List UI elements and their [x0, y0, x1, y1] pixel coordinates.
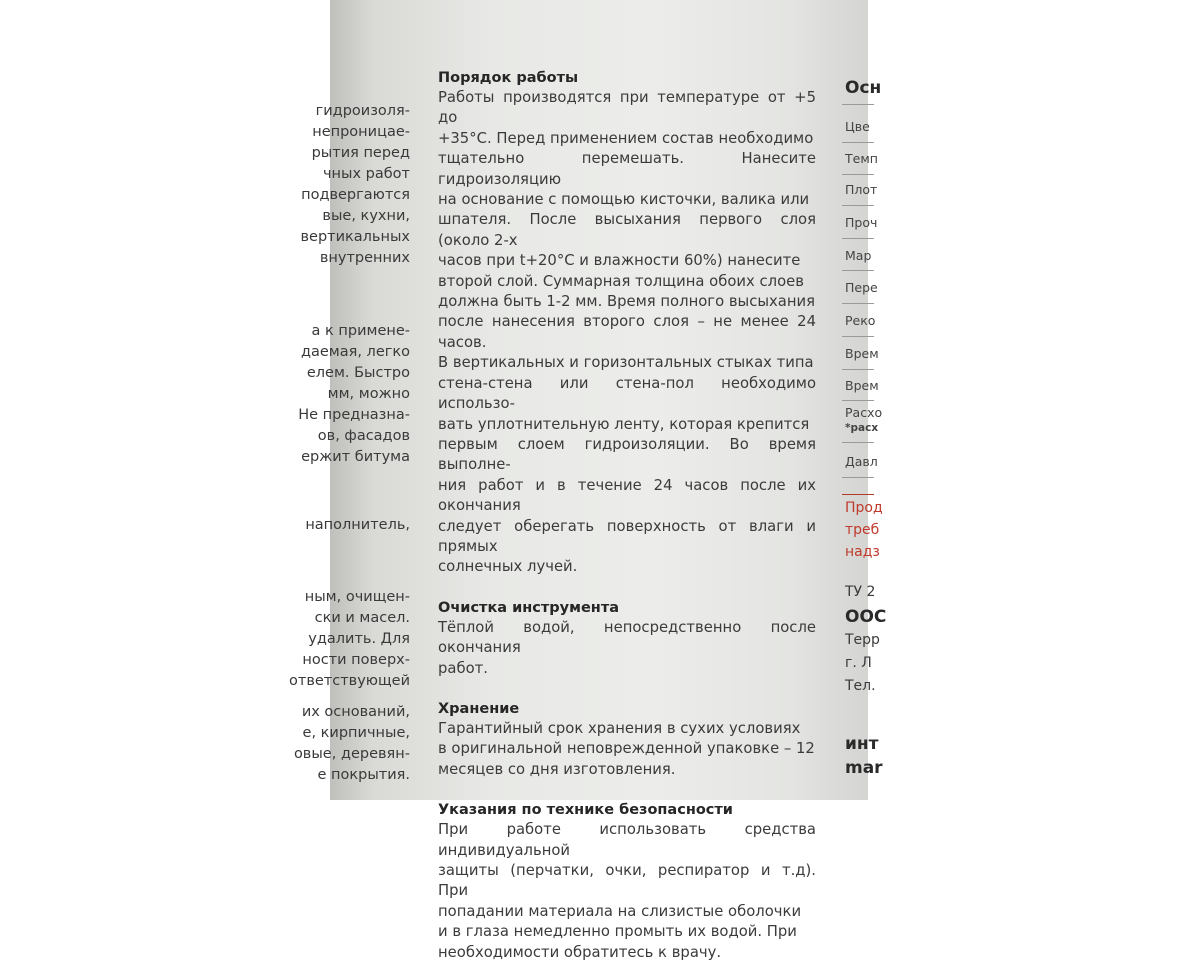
table-divider [842, 442, 874, 443]
left-fragment: непроницае- [312, 124, 410, 140]
section-title: Очистка инструмента [438, 599, 620, 616]
table-divider [842, 174, 874, 175]
section-title: Порядок работы [438, 70, 579, 86]
section-text: Работы производятся при температуре от +5 до +35°С. Перед применением состав необходимо тщательно перемешать. Нанесите гидроизоляцию на основание с помощью кисточки, валика или шпателя. После высыхания первого слоя (около 2-х часов при t+20°С и влажности 60%) нанесите второй слой. Суммарная толщина обоих слоев должна быть 1-2 мм. Время полного высыхания после нанесения второго слоя – не менее 24 часов. В вертикальных и горизонтальных стыках типа стена-стена или стена-пол необходимо использо- вать уплотнительную ленту, которая крепится первым слоем гидроизоляции. Во время выполне- ния работ и в течение 24 часов после их окончания следует оберегать поверхность от влаги и прямых солнечных лучей. [438, 89, 816, 576]
left-fragment: удалить. Для [308, 631, 410, 647]
left-fragment: мм, можно [327, 386, 410, 402]
spec-row: Пере [845, 280, 878, 295]
left-column-fragments [289, 0, 422, 800]
table-divider [842, 104, 874, 105]
instructions-column [438, 70, 816, 978]
spec-row: Реко [845, 313, 876, 328]
left-fragment: чных работ [322, 166, 410, 182]
table-divider [842, 270, 874, 271]
table-divider [842, 205, 874, 206]
left-fragment: рытия перед [311, 145, 410, 161]
address-line: Тел. [845, 678, 876, 694]
left-fragment: вертикальных [300, 229, 410, 245]
spec-row: Цве [845, 119, 870, 134]
left-fragment: гидроизоля- [315, 103, 410, 119]
warning-line: Прод [845, 500, 883, 516]
company-name: ООС [845, 607, 887, 627]
section-storage [438, 701, 816, 780]
left-fragment: ов, фасадов [317, 428, 410, 444]
section-title: Указания по технике безопасности [438, 802, 733, 819]
left-fragment: елем. Быстро [306, 365, 410, 381]
section-text: При работе использовать средства индивидуальной защиты (перчатки, очки, респиратор и т.д). При попадании материала на слизистые оболочки и в глаза немедленно промыть их водой. При необходимости обратитесь к врачу. [438, 821, 816, 961]
specs-title: Осн [845, 78, 882, 98]
table-divider [842, 369, 874, 370]
spec-row: Проч [845, 215, 878, 230]
left-fragment: ным, очищен- [304, 589, 410, 605]
left-fragment: наполнитель, [305, 517, 410, 533]
section-title: Хранение [438, 700, 520, 717]
spec-row: Темп [845, 151, 878, 166]
left-fragment: Не предназна- [298, 407, 410, 423]
table-divider [842, 303, 874, 304]
spec-row: Врем [845, 346, 879, 361]
spec-row: Расхо [845, 405, 883, 420]
table-divider [842, 400, 874, 401]
left-fragment: даемая, легко [300, 344, 410, 360]
left-fragment: внутренних [319, 250, 410, 266]
table-divider [842, 142, 874, 143]
left-fragment: е покрытия. [317, 767, 410, 783]
left-fragment: ержит битума [301, 449, 410, 465]
left-fragment: ответствующей [289, 673, 410, 689]
left-fragment: овые, деревян- [293, 746, 410, 762]
warning-line: надз [845, 544, 880, 560]
spec-row: Мар [845, 248, 872, 263]
section-safety [438, 802, 816, 963]
product-label-photo [289, 0, 887, 961]
footer-line: mar [845, 758, 883, 778]
spec-row: Давл [845, 454, 878, 469]
table-divider [842, 336, 874, 337]
tu-code: ТУ 2 [845, 584, 876, 600]
specs-table-fragment [834, 70, 887, 800]
left-fragment: а к примене- [311, 323, 410, 339]
warning-line: треб [845, 522, 880, 538]
section-tool-cleaning [438, 600, 816, 679]
left-fragment: ски и масел. [314, 610, 410, 626]
section-work-order [438, 70, 816, 578]
footer-line: инт [845, 734, 879, 754]
left-fragment: вые, кухни, [322, 208, 410, 224]
red-divider [842, 494, 874, 495]
left-fragment: ности поверх- [302, 652, 410, 668]
section-text: Тёплой водой, непосредственно после окончания работ. [438, 618, 816, 677]
left-fragment: их оснований, [301, 704, 410, 720]
spec-row: Плот [845, 182, 878, 197]
spec-row: Врем [845, 378, 879, 393]
table-divider [842, 238, 874, 239]
address-line: Терр [845, 632, 880, 648]
section-text: Гарантийный срок хранения в сухих условиях в оригинальной неповрежденной упаковке – 12 месяцев со дня изготовления. [438, 719, 815, 778]
left-fragment: подвергаются [301, 187, 410, 203]
address-line: г. Л [845, 655, 872, 671]
left-fragment: е, кирпичные, [302, 725, 410, 741]
spec-note: *расх [845, 422, 879, 434]
table-divider [842, 477, 874, 478]
